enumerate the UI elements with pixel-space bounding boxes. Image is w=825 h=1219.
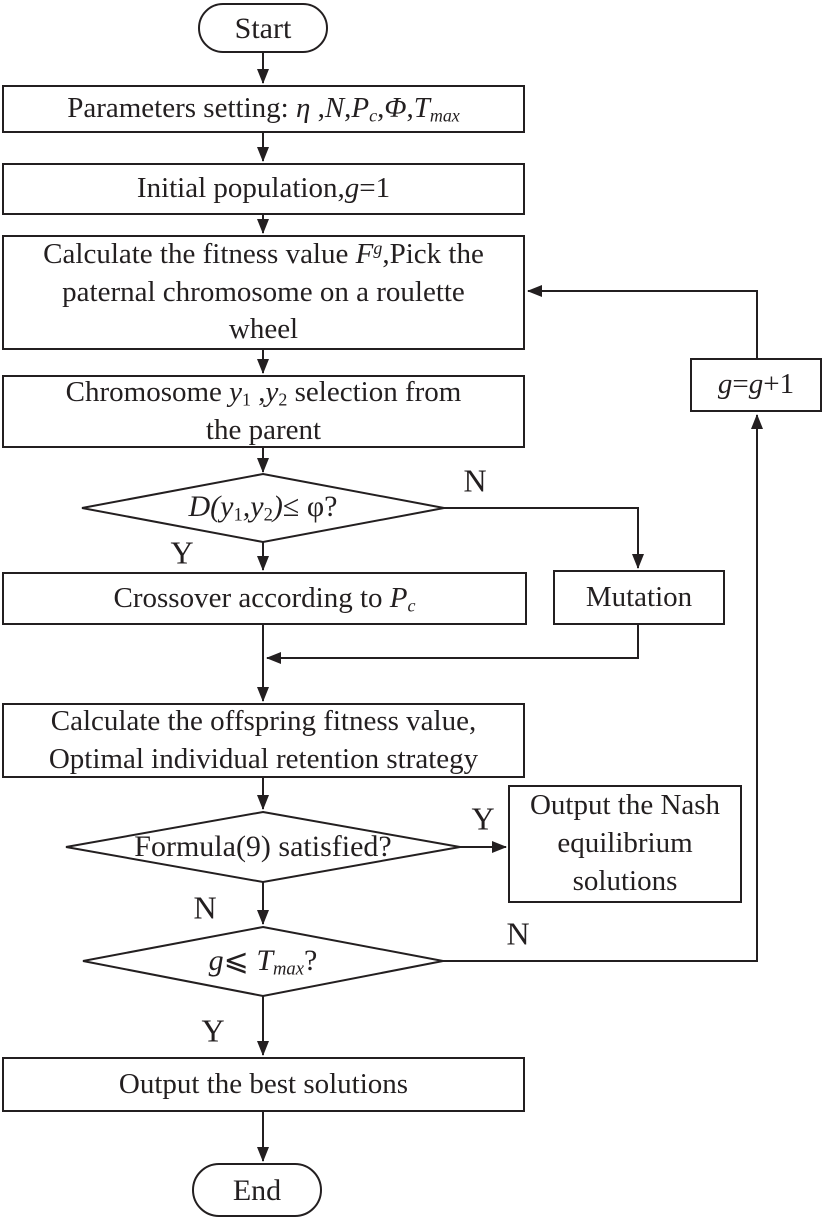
label-distance-yes: Y <box>170 534 194 571</box>
generation-decision-diamond <box>83 927 443 996</box>
label-formula-yes: Y <box>471 800 495 837</box>
end-terminator: End <box>192 1163 322 1217</box>
edge-mutation-merge-arrow <box>267 625 638 658</box>
nash-output-process: Output the Nash equilibrium solutions <box>508 785 742 903</box>
increment-generation-process: g=g+1 <box>690 358 822 412</box>
crossover-process: Crossover according to Pc <box>2 572 527 625</box>
formula-decision-diamond <box>66 812 460 882</box>
edge-increment-to-calc-arrow <box>528 291 757 358</box>
label-generation-yes: Y <box>201 1012 225 1049</box>
mutation-process: Mutation <box>553 570 725 625</box>
label-generation-no: N <box>506 915 530 952</box>
params-process: Parameters setting: η ,N,Pc,Φ,Tmax <box>2 85 525 133</box>
generation-decision-label: g⩽ Tmax? <box>208 943 318 980</box>
calc-fitness-process: Calculate the fitness value $F^g,Pick$ the paternal chromosome on a roulette wheel <box>2 235 525 350</box>
label-formula-no: N <box>193 889 217 926</box>
label-distance-no: N <box>463 462 487 499</box>
initial-population-process: Initial population,g=1 <box>2 163 525 215</box>
formula-decision-label: Formula(9) satisfied? <box>134 830 392 863</box>
offspring-fitness-process: Calculate the offspring fitness value, Optimal individual retention strategy <box>2 703 525 778</box>
distance-decision-label: D(y1,y2)≤ φ? <box>188 489 338 526</box>
chromosome-selection-process: Chromosome y1 ,y2 selection from the parent <box>2 375 525 448</box>
distance-decision-diamond <box>82 474 444 542</box>
edge-distance-no-to-mutation-arrow <box>444 508 638 568</box>
best-solutions-process: Output the best solutions <box>2 1057 525 1112</box>
start-terminator: Start <box>198 3 328 53</box>
